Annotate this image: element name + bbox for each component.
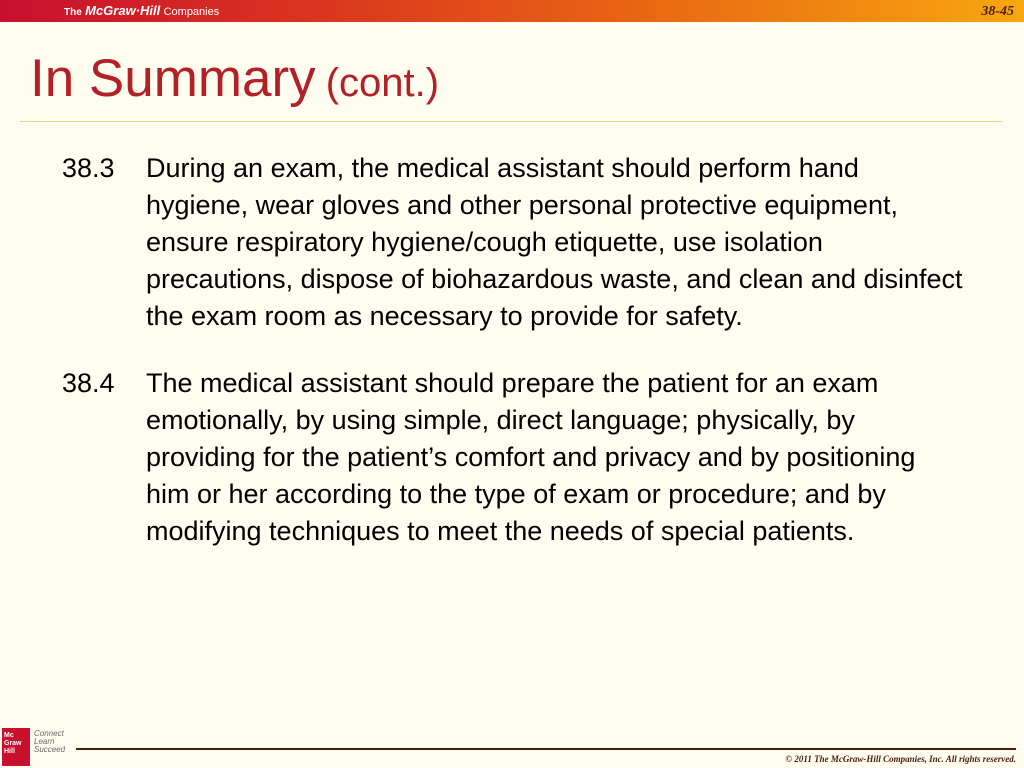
item-number: 38.3	[62, 153, 115, 183]
slide-number: 38-45	[981, 4, 1014, 19]
summary-item	[62, 150, 982, 335]
tagline-line: Succeed	[34, 745, 66, 754]
brand-name: McGraw·Hill	[85, 3, 161, 18]
logo-line: Graw	[4, 740, 22, 747]
footer-divider	[76, 748, 1016, 750]
tagline-line: Learn	[34, 737, 55, 746]
mcgraw-hill-logo	[2, 728, 30, 766]
title-continued: (cont.)	[325, 61, 440, 105]
copyright-notice: © 2011 The McGraw-Hill Companies, Inc. All rights reserved.	[785, 754, 1016, 764]
item-text: The medical assistant should prepare the patient for an exam emotionally, by using simple, direct language; physically, by providing for the patient’s comfort and privacy and by positioning him or her according to the type of exam or procedure; and by modifying techniques to meet the needs of special patients.	[146, 368, 916, 546]
brand-companies: Companies	[163, 6, 220, 18]
title-main: In Summary	[30, 49, 316, 108]
tagline	[34, 730, 65, 754]
title-divider	[20, 121, 1002, 122]
item-number: 38.4	[62, 368, 115, 398]
slide-title	[30, 49, 440, 108]
header-bar	[0, 0, 1024, 22]
summary-list	[62, 150, 982, 550]
summary-item	[62, 365, 982, 550]
item-text: During an exam, the medical assistant should perform hand hygiene, wear gloves and other personal protective equipment, ensure respiratory hygiene/cough etiquette, use isolation precautions, dispose of biohazardous waste, and clean and disinfect the exam room as necessary to provide for safety.	[146, 153, 963, 331]
logo-line: Hill	[4, 748, 15, 755]
mcgraw-hill-brand	[64, 4, 219, 20]
tagline-line: Connect	[34, 729, 64, 738]
brand-the: The	[64, 7, 82, 18]
logo-line: Mc	[4, 732, 14, 739]
